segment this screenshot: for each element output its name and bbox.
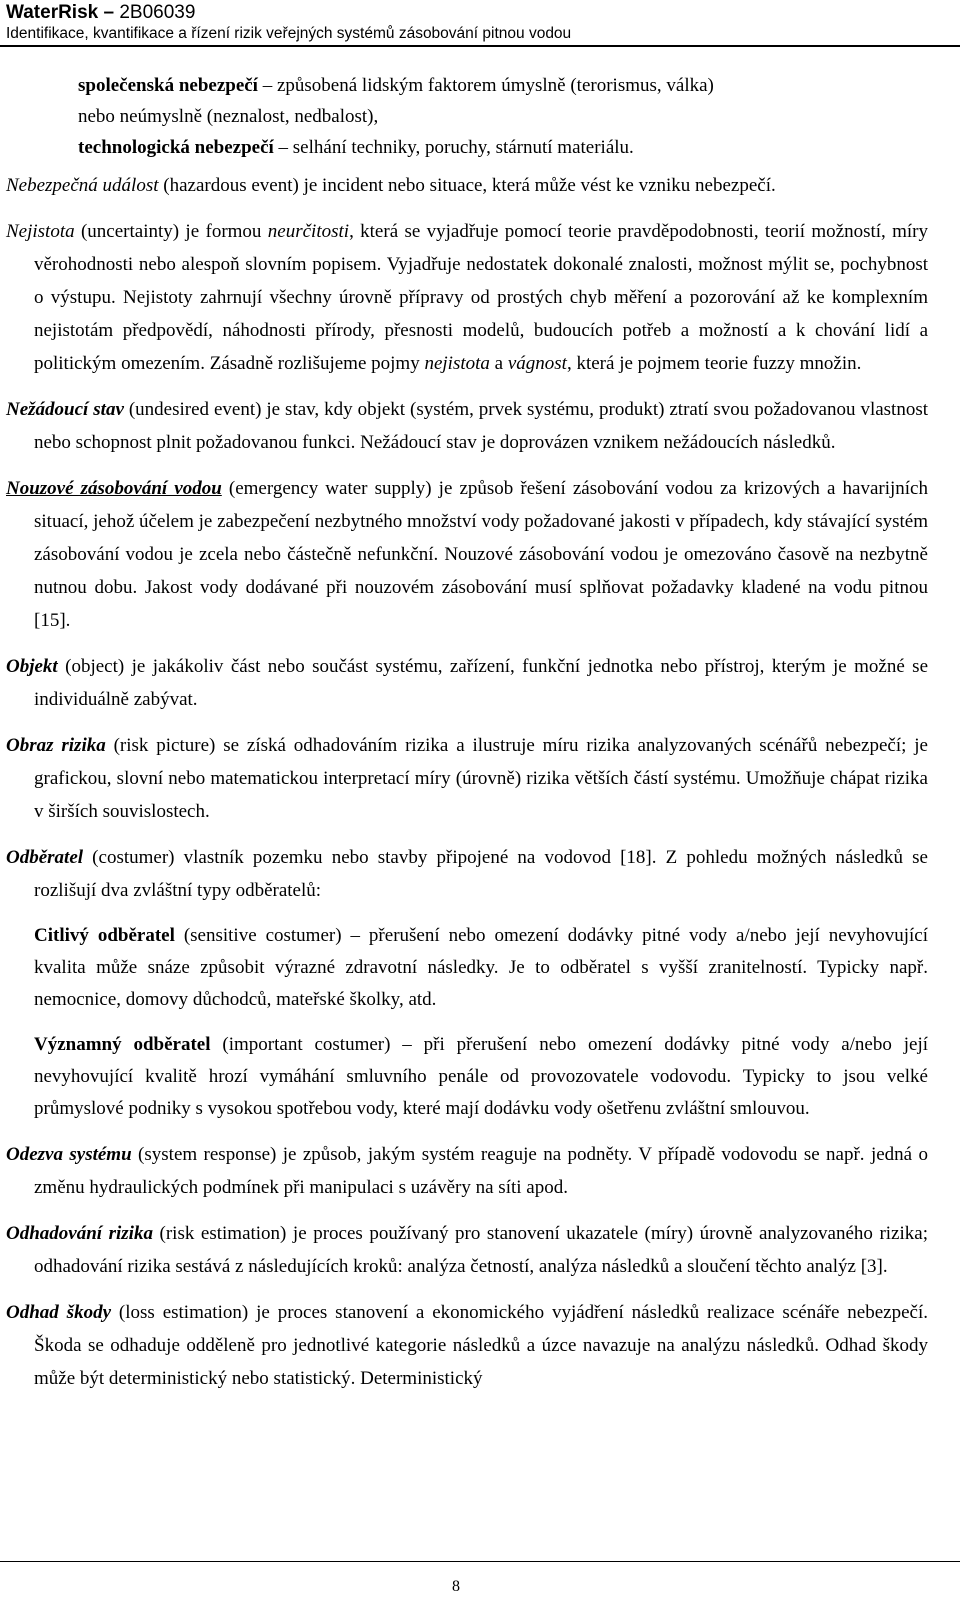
def-nebezpecna-udalost bbox=[6, 169, 928, 202]
term-nezadouci-stav: Nežádoucí stav bbox=[6, 399, 124, 420]
term-obraz-rizika: Obraz rizika bbox=[6, 735, 106, 756]
list-item-technologicka bbox=[6, 132, 928, 163]
text-technologicka: – selhání techniky, poruchy, stárnutí materiálu. bbox=[273, 137, 634, 158]
term-citlivy-odberatel: Citlivý odběratel bbox=[34, 925, 175, 946]
def-odhadovani-rizika bbox=[6, 1217, 928, 1283]
term-odhad-skody: Odhad škody bbox=[6, 1302, 112, 1323]
term-odezva-systemu: Odezva systému bbox=[6, 1144, 132, 1165]
text-odhad-skody: (loss estimation) je proces stanovení a ekonomického vyjádření následků realizace scénáře nebezpečí. Škoda se odhaduje odděleně pro jednotlivé kategorie následků a úzce navazuje na analýzu následků. Odhad škody může být deterministický nebo statistický. Deterministický bbox=[34, 1302, 928, 1389]
text-nejistota-italic: nejistota bbox=[424, 353, 490, 374]
text-nouzove-zasobovani: (emergency water supply) je způsob řešení zásobování vodou za krizových a havarijních situací, jehož účelem je zabezpečení nezbytného množství vody požadované jakosti v případech, kdy stávající systém zásobování vodou je zcela nebo částečně nefunkční. Nouzové zásobování vodou je omezováno časově na nezbytně nutnou dobu. Jakost vody dodávané při nouzovém zásobování musí splňovat požadavky kladené na vodu pitnou [15]. bbox=[34, 478, 928, 631]
term-odhadovani-rizika: Odhadování rizika bbox=[6, 1223, 153, 1244]
text-spolecenska-1: – způsobená lidským faktorem úmyslně (terorismus, válka) bbox=[257, 75, 714, 96]
def-vyznamny-odberatel bbox=[34, 1029, 928, 1125]
term-nouzove-zasobovani: Nouzové zásobování vodou bbox=[6, 478, 222, 499]
text-neurcitosti: neurčitosti bbox=[267, 221, 350, 242]
term-objekt: Objekt bbox=[6, 656, 58, 677]
text-nejistota-3: a bbox=[489, 353, 508, 374]
text-nebezpecna-udalost: (hazardous event) je incident nebo situace, která může vést ke vzniku nebezpečí. bbox=[158, 175, 776, 196]
term-spolecenska: společenská nebezpečí bbox=[78, 75, 258, 96]
page-content bbox=[6, 70, 928, 1395]
odberatel-types bbox=[6, 920, 928, 1125]
def-nouzove-zasobovani bbox=[6, 472, 928, 637]
def-nezadouci-stav bbox=[6, 393, 928, 459]
def-obraz-rizika bbox=[6, 729, 928, 828]
page-number-value: 8 bbox=[452, 1578, 460, 1595]
page-header bbox=[6, 2, 956, 43]
def-nejistota bbox=[6, 215, 928, 380]
page-number bbox=[0, 1578, 930, 1596]
text-obraz-rizika: (risk picture) se získá odhadováním rizika a ilustruje míru rizika analyzovaných scénářů nebezpečí; je grafickou, slovní nebo matematickou interpretací míry (úrovně) rizika větších částí systému. Umožňuje chápat rizika v širších souvislostech. bbox=[34, 735, 928, 822]
project-code: 2B06039 bbox=[119, 2, 196, 23]
document-title: WaterRisk – 2B06039 bbox=[6, 2, 196, 23]
term-nejistota: Nejistota bbox=[6, 221, 75, 242]
text-vyznamny-odberatel: (important costumer) – při přerušení nebo omezení dodávky pitné vody a/nebo její nevyhovující kvalitě hrozí vymáhání smluvního penále od provozovatele vodovodu. Typicky to jsou velké průmyslové podniky s vysokou spotřebou vody, které mají dodávku vody ošetřenu zvláštní smlouvou. bbox=[34, 1034, 929, 1119]
text-odberatel: (costumer) vlastník pozemku nebo stavby připojené na vodovod [18]. Z pohledu možných následků se rozlišují dva zvláštní typy odběratelů: bbox=[34, 847, 928, 901]
def-citlivy-odberatel bbox=[34, 920, 928, 1016]
term-technologicka: technologická nebezpečí bbox=[78, 137, 274, 158]
project-name: WaterRisk bbox=[6, 2, 99, 23]
term-odberatel: Odběratel bbox=[6, 847, 84, 868]
term-nebezpecna-udalost: Nebezpečná událost bbox=[6, 175, 159, 196]
text-odezva-systemu: (system response) je způsob, jakým systém reaguje na podněty. V případě vodovodu se např. jedná o změnu hydraulických podmínek při manipulaci s uzávěry na síti apod. bbox=[34, 1144, 928, 1198]
document-subtitle: Identifikace, kvantifikace a řízení rizik veřejných systémů zásobování pitnou vodou bbox=[6, 25, 572, 42]
text-nejistota-4: , která je pojmem teorie fuzzy množin. bbox=[566, 353, 862, 374]
def-odberatel bbox=[6, 841, 928, 907]
text-nejistota-2: , která se vyjadřuje pomocí teorie pravděpodobnosti, teorií možností, míry věrohodnosti nebo alespoň slovním popisem. Vyjadřuje nedostatek dokonalé znalosti, možnost mýlit se, pochybnost o výstupu. Nejistoty zahrnují všechny úrovně přípravy od prostých chyb měření a pozorování až ke komplexním nejistotám předpovědí, náhodnosti přírody, přesnosti modelů, budoucích potřeb a možností a k chování lidí a politickým omezením. Zásadně rozlišujeme pojmy bbox=[34, 221, 928, 374]
term-vyznamny-odberatel: Významný odběratel bbox=[34, 1034, 211, 1055]
header-divider bbox=[0, 45, 960, 47]
def-objekt bbox=[6, 650, 928, 716]
footer-divider bbox=[0, 1561, 960, 1562]
def-odhad-skody bbox=[6, 1296, 928, 1395]
text-nezadouci-stav: (undesired event) je stav, kdy objekt (systém, prvek systému, produkt) ztratí svou požadovanou vlastnost nebo schopnost plnit požadovanou funkci. Nežádoucí stav je doprovázen vznikem nežádoucích následků. bbox=[34, 399, 928, 453]
text-spolecenska-2: nebo neúmyslně (neznalost, nedbalost), bbox=[78, 106, 379, 127]
list-item-spolecenska bbox=[6, 70, 928, 132]
text-vagnost: vágnost bbox=[507, 353, 567, 374]
text-odhadovani-rizika: (risk estimation) je proces používaný pro stanovení ukazatele (míry) úrovně analyzovaného rizika; odhadování rizika sestává z následujících kroků: analýza četností, analýza následků a sloučení těchto analýz [3]. bbox=[34, 1223, 928, 1277]
def-odezva-systemu bbox=[6, 1138, 928, 1204]
text-objekt: (object) je jakákoliv část nebo součást systému, zařízení, funkční jednotka nebo přístroj, kterým je možné se individuálně zabývat. bbox=[34, 656, 928, 710]
text-nejistota-1: (uncertainty) je formou bbox=[74, 221, 268, 242]
text-citlivy-odberatel: (sensitive costumer) – přerušení nebo omezení dodávky pitné vody a/nebo její nevyhovující kvalita může snáze způsobit výrazné zdravotní následky. Je to odběratel s vyšší zranitelností. Typicky např. nemocnice, domovy důchodců, mateřské školky, atd. bbox=[34, 925, 928, 1010]
